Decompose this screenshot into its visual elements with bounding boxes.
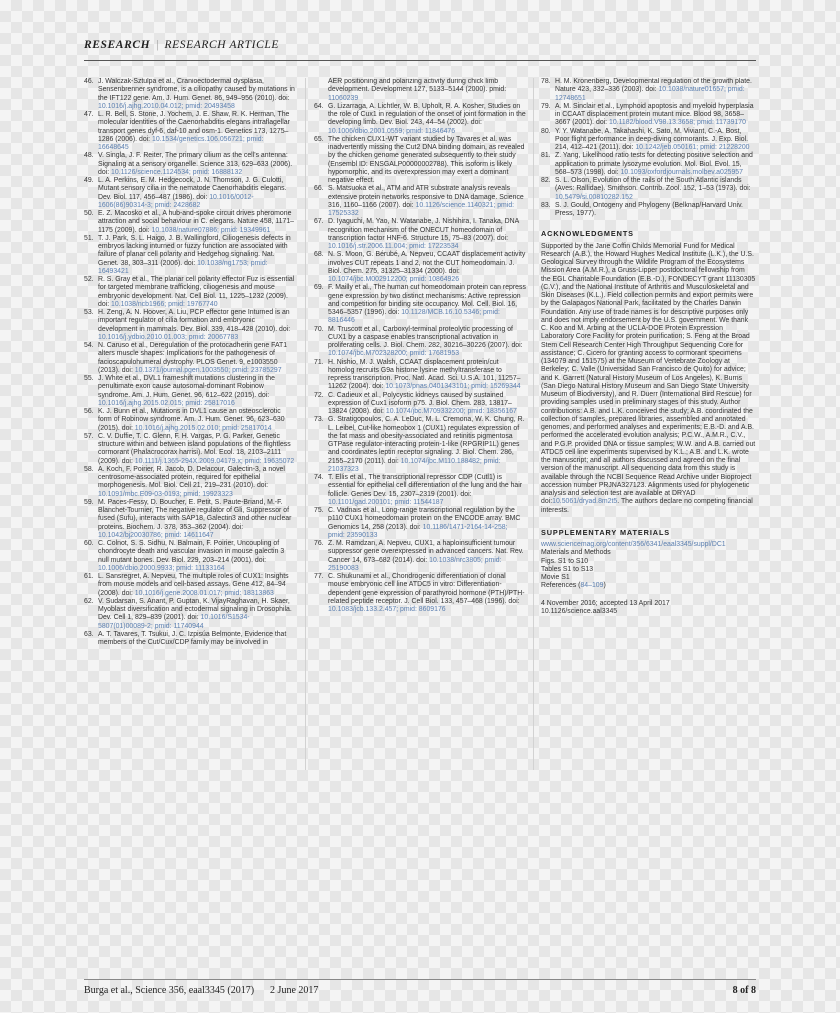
reference-number: 53. xyxy=(84,309,94,316)
reference-entry xyxy=(541,103,756,128)
reference-text: A. M. Sinclair et al., Lymphoid apoptosis and myeloid hyperplasia in CCAAT displacement protein mutant mice. Blood 98, 3658–3667 (2001). doi: xyxy=(555,102,754,127)
reference-doi-link[interactable]: 10.1371/journal.pgen.1003550; pmid: 23785297 xyxy=(134,366,282,374)
reference-number: 83. xyxy=(541,201,551,209)
reference-text: F. Mailly et al., The human cut homeodomain protein can repress gene expression by two distinct mechanisms: Active repression and competition for binding site occupancy. Mol. Cell. Biol. 16, 5346–5357 (1996). doi: xyxy=(328,284,526,316)
reference-entry xyxy=(314,392,526,417)
reference-entry xyxy=(314,540,526,573)
reference-doi-link[interactable]: 10.1091/mbc.E09-03-0193; pmid: 19923323 xyxy=(98,490,233,498)
reference-text: L. Sansregret, A. Nepveu, The multiple roles of CUX1: Insights from mouse models and cell-based assays. Gene 412, 84–94 (2008). doi: xyxy=(98,573,289,597)
reference-text: Y. Y. Watanabe, A. Takahashi, K. Sato, M. Viviant, C.-A. Bost, Poor flight performance in deep-diving cormorants. J. Exp. Biol. 214, 412–421 (2011). doi: xyxy=(555,127,749,151)
reference-text: N. Caruso et al., Deregulation of the protocadherin gene FAT1 alters muscle shapes: Implications for the pathogenesis of facioscapulohumeral dystrophy. PLOS Genet. 9, e1003550 (2013). doi: xyxy=(98,342,288,374)
reference-text: K. J. Bunn et al., Mutations in DVL1 cause an osteosclerotic form of Robinow syndrome. Am. J. Hum. Genet. 96, 623–630 (2015). doi: xyxy=(98,408,285,432)
reference-number: 67. xyxy=(314,218,324,226)
header-journal: RESEARCH xyxy=(84,39,151,51)
column-divider xyxy=(533,78,534,770)
reference-doi-link[interactable]: 10.1006/dbio.2000.9933; pmid: 11133164 xyxy=(98,564,225,572)
reference-text: G. Stratigopoulos, C. A. LeDuc, M. L. Cremona, W. K. Chung, R. L. Leibel, Cut-like homeobox 1 (CUX1) regulates expression of the fat mass and obesity-associated and retinitis pigmentosa GTPase regulator-interacting protein-1-like (RPGRIP1L) genes and coordinates leptin receptor signaling. J. Biol. Chem. 286, 2155–2170 (2011). doi: xyxy=(328,416,525,465)
reference-doi-link[interactable]: 10.1016/0012-1606(86)90314-3; pmid: 2428682 xyxy=(98,193,254,209)
reference-number: 62. xyxy=(84,597,94,605)
reference-number: 73. xyxy=(314,416,324,424)
reference-entry xyxy=(541,202,756,219)
reference-entry xyxy=(314,573,526,614)
reference-number: 80. xyxy=(541,127,551,135)
reference-number: 64. xyxy=(314,102,324,110)
reference-entry xyxy=(84,433,296,466)
reference-entry xyxy=(84,111,296,152)
supplementary-references xyxy=(541,582,756,590)
reference-text: C. Shukunami et al., Chondrogenic differentiation of clonal mouse embryonic cell line ATDC5 in vitro: Differentiation-dependent gene expression of parathyroid hormone (PTH)/PTH-related peptide receptor. J. Cell Biol. 133, 457–468 (1996). doi: xyxy=(328,573,525,605)
reference-entry xyxy=(84,375,296,408)
reference-number: 60. xyxy=(84,540,94,547)
reference-text: C. Vadnais et al., Long-range transcriptional regulation by the p110 CUX1 homeodomain protein on the ENCODE array. BMC Genomics 14, 258 (2013). doi: xyxy=(328,507,521,531)
reference-entry xyxy=(84,408,296,433)
header-rule xyxy=(84,60,756,61)
reference-entry xyxy=(84,540,296,573)
reference-number: 76. xyxy=(314,540,324,547)
acknowledgments-tail: . The authors declare no competing financial interests. xyxy=(541,498,753,514)
reference-entry xyxy=(84,631,296,648)
reference-text: S. Matsuoka et al., ATM and ATR substrate analysis reveals extensive protein networks responsive to DNA damage. Science 316, 1160–1166 (2007). doi: xyxy=(328,185,524,209)
acknowledgments-text xyxy=(541,243,756,515)
reference-doi-link[interactable]: 10.1016/j.str.2006.11.004; pmid: 17223534 xyxy=(328,243,459,250)
reference-entry xyxy=(314,136,526,186)
reference-text: H. M. Kronenberg, Developmental regulation of the growth plate. Nature 423, 332–336 (2003). doi: xyxy=(555,78,752,94)
reference-number: 65. xyxy=(314,135,324,143)
reference-number: 75. xyxy=(314,507,324,514)
reference-number: 77. xyxy=(314,573,324,580)
reference-entry xyxy=(314,507,526,540)
reference-text: G. Lizarraga, A. Lichtler, W. B. Upholt, R. A. Kosher, Studies on the role of Cux1 in regulation of the onset of joint formation in the developing limb. Dev. Biol. 243, 44–54 (2002). doi: xyxy=(328,102,526,127)
reference-column-1 xyxy=(84,78,296,770)
page-number: 8 of 8 xyxy=(732,985,756,996)
supplementary-url-link[interactable]: www.sciencemag.org/content/356/6341/eaal3345/suppl/DC1 xyxy=(541,541,726,548)
reference-doi-link[interactable]: 11060239 xyxy=(328,94,359,102)
reference-number: 50. xyxy=(84,210,94,217)
reference-entry xyxy=(84,276,296,309)
reference-text: J. Walczak-Sztulpa et al., Cranioectodermal dysplasia, Sensenbrenner syndrome, is a ciliopathy caused by mutations in the IFT122 gene. Am. J. Hum. Genet. 86, 949–956 (2010). doi: xyxy=(98,78,295,102)
reference-doi-link[interactable]: 10.1006/dbio.2001.0559; pmid: 11846476 xyxy=(328,127,456,135)
reference-doi-link[interactable]: 10.1016/j.ajhg.2015.02.015; pmid: 25817016 xyxy=(98,399,235,407)
supp-refs-link[interactable]: 84–109 xyxy=(580,582,604,590)
reference-doi-link[interactable]: 10.1093/oxfordjournals.molbev.a025957 xyxy=(620,168,743,176)
reference-entry xyxy=(314,185,526,218)
supplementary-item: Tables S1 to S13 xyxy=(541,565,594,573)
reference-number: 63. xyxy=(84,630,94,638)
reference-doi-link[interactable]: 10.1016/j.gene.2008.01.017; pmid: 18313863 xyxy=(134,589,274,597)
reference-column-2 xyxy=(314,78,526,770)
reference-entry xyxy=(541,78,756,103)
reference-text: T. Ellis et al., The transcriptional repressor CDP (Cutl1) is essential for epithelial cell differentiation of the lung and the hair follicle. Genes Dev. 15, 2307–2319 (2001). doi: xyxy=(328,474,523,498)
reference-number: 59. xyxy=(84,498,94,506)
reference-doi-link[interactable]: 10.1038/nrc3805; pmid: 25190083 xyxy=(328,556,502,572)
reference-number: 54. xyxy=(84,342,94,349)
reference-entry xyxy=(84,309,296,342)
reference-entry xyxy=(541,152,756,177)
reference-text: C. Cadieux et al., Polycystic kidneys caused by sustained expression of Cux1 isoform p75. J. Biol. Chem. 283, 13817–13824 (2008). doi: xyxy=(328,391,512,415)
footer-date: 2 June 2017 xyxy=(270,985,319,996)
reference-doi-link[interactable]: 10.1111/j.1365-294X.2009.04179.x; pmid: 19635072 xyxy=(134,457,295,465)
reference-number: 74. xyxy=(314,474,324,481)
reference-doi-link[interactable]: 10.1042/bj20030786; pmid: 14611647 xyxy=(98,531,214,539)
reference-number: 52. xyxy=(84,276,94,283)
supplementary-item: Movie S1 xyxy=(541,574,570,581)
reference-doi-link[interactable]: 10.1182/blood.V98.13.3658; pmid: 11739170 xyxy=(609,119,746,127)
reference-doi-link[interactable]: 10.1074/jbc.M110.188482; pmid: 21037323 xyxy=(328,457,501,473)
reference-number: 82. xyxy=(541,177,551,184)
reference-number: 49. xyxy=(84,177,94,184)
reference-doi-link[interactable]: 10.1016/j.ajhg.2010.04.012; pmid: 20493458 xyxy=(98,102,235,110)
header-separator: | xyxy=(156,39,159,51)
footer-citation: Burga et al., Science 356, eaal3345 (2017) xyxy=(84,985,255,996)
reference-entry xyxy=(84,598,296,631)
reference-text: V. Singla, J. F. Reiter, The primary cilium as the cell's antenna: Signaling at a sensory organelle. Science 313, 629–633 (2006). doi: xyxy=(98,152,293,176)
reference-entry xyxy=(541,128,756,153)
reference-text: T. J. Park, S. L. Haigo, J. B. Wallingford, Ciliogenesis defects in embryos lacking inturned or fuzzy function are associated with failure of planar cell polarity and Hedgehog signaling. Nat. Genet. 38, 303–311 (2006). doi: xyxy=(98,234,291,267)
reference-text: AER positioning and polarizing activity during chick limb development. Development 127, 5133–5144 (2000). pmid: xyxy=(328,78,507,94)
supp-refs-prefix: References ( xyxy=(541,582,581,590)
reference-number: 51. xyxy=(84,234,94,242)
reference-text: M. Truscott et al., Carboxyl-terminal proteolytic processing of CUX1 by a caspase enables transcriptional activation in proliferating cells. J. Biol. Chem. 282, 30216–30226 (2007). doi: xyxy=(328,325,523,349)
reference-doi-link[interactable]: 10.1038/nature07886; pmid: 19349961 xyxy=(151,226,271,234)
footer-rule xyxy=(84,979,756,980)
received-accepted-dates: 4 November 2016; accepted 13 April 2017 xyxy=(541,599,670,607)
reference-entry xyxy=(314,284,526,325)
reference-entry xyxy=(84,499,296,540)
reference-text: S. J. Gould, Ontogeny and Phylogeny (Belknap/Harvard Univ. Press, 1977). xyxy=(555,201,743,217)
reference-number: 58. xyxy=(84,465,94,473)
reference-number: 78. xyxy=(541,78,551,85)
running-header xyxy=(84,39,756,51)
reference-number: 47. xyxy=(84,111,94,118)
reference-text: V. Sudarsan, S. Anant, P. Guptan, K. VijayRaghavan, H. Skaer, Myoblast diversification and ectodermal signaling in Drosophila. Dev. Cell 1, 829–839 (2001). doi: xyxy=(98,597,292,622)
reference-text: D. Iyaguchi, M. Yao, N. Watanabe, J. Nishihira, I. Tanaka, DNA recognition mechanism of the ONECUT homeodomain of transcription factor HNF-6. Structure 15, 75–83 (2007). doi: xyxy=(328,218,519,242)
reference-text: R. S. Gray et al., The planar cell polarity effector Fuz is essential for targeted membrane trafficking, ciliogenesis and mouse embryonic development. Nat. Cell Biol. 11, 1225–1232 (2009). doi: xyxy=(98,276,295,308)
reference-entry xyxy=(314,416,526,474)
reference-number: 69. xyxy=(314,284,324,292)
reference-doi-link[interactable]: 10.1083/jcb.133.2.457; pmid: 8609176 xyxy=(328,606,446,613)
reference-entry xyxy=(314,251,526,284)
reference-text: J. White et al., DVL1 frameshift mutations clustering in the penultimate exon cause autosomal-dominant Robinow syndrome. Am. J. Hum. Genet. 96, 612–622 (2015). doi: xyxy=(98,375,275,399)
reference-entry xyxy=(314,359,526,392)
reference-text: Z. M. Ramdzan, A. Nepveu, CUX1, a haploinsufficient tumour suppressor gene overexpressed in advanced cancers. Nat. Rev. Cancer 14, 673–682 (2014). doi: xyxy=(328,540,524,564)
acknowledgments-body: Supported by the Jane Coffin Childs Memorial Fund for Medical Research (A.B.), the Howard Hughes Medical Institute (L.K.), the U.S. Geological Survey through the Wildlife Program of the Ecosystems Mission Area (A.M.R.), a Gruss-Lipper postdoctoral fellowship from the EGL Charitable Foundation (E.B.-D.), FONDECYT grant 11130305 (C.V.), and the National Institute of Arthritis and Musculoskeletal and Skin Diseases (K.L.). Field collection permits and export permits were by the Galapagos National Park, facilitated by the Charles Darwin Foundation. Any use of trade names is for descriptive purposes only and does not imply endorsement by the U.S. government. We thank C. Koo and M. Arbing at the UCLA-DOE Protein Expression Laboratory Core Facility for protein purification; S. Feng at the Broad Stem Cell Research Center High Throughput Sequencing Core for assistance; C. Cicero for granting access to cormorant specimens (134079 and 151575) at the Museum of Vertebrate Zoology at Berkeley; C. Valle (Universidad San Francisco de Quito) for advice; and K. Garrett (Natural History Museum of Los Angeles), K. Burns (San Diego Natural History Museum and San Diego State University Museum of Biodiversity), and R. Duerr (International Bird Rescue) for providing samples used in preliminary stages of this study. Author contributions: A.B. and L.K. conceived the study; A.B. coordinated the collection of samples, prepared libraries, assembled and annotated genomes, and performed analyses and experiments; E.B.-D. and A.B. performed the accelerated evolution analysis; P.C.W., A.M.R., C.V., and P.G.P. provided DNA or tissue samples; W.W. and A.B. carried out ATDC5 cell line experiments supervised by K.L.; A.B. and L.K. wrote the manuscript; and all authors discussed and agreed on the final version of the manuscript. All sequencing data from this study is available through the NCBI Sequence Read Archive under Bioproject accession number PRJNA327123. Alignments used for phylogenetic analysis and selection test are available at DRYAD doi: xyxy=(541,242,756,506)
reference-doi-link[interactable]: 10.1128/MCB.16.10.5346; pmid: 8816446 xyxy=(328,309,500,325)
reference-text: H. Nishio, M. J. Walsh, CCAAT displacement protein/cut homolog recruits G9a histone lysine methyltransferase to repress transcription. Proc. Natl. Acad. Sci. U.S.A. 101, 11257–11262 (2004). doi: xyxy=(328,358,521,391)
reference-number: 48. xyxy=(84,152,94,160)
reference-entry xyxy=(314,218,526,251)
reference-entry xyxy=(84,342,296,375)
acknowledgments-heading: ACKNOWLEDGMENTS xyxy=(541,229,634,239)
reference-text: H. Zeng, A. N. Hoover, A. Liu, PCP effector gene Inturned is an important regulator of cilia formation and embryonic development in mammals. Dev. Biol. 339, 418–428 (2010). doi: xyxy=(98,309,291,333)
reference-number: 55. xyxy=(84,375,94,382)
reference-doi-link[interactable]: 10.1074/jbc.M702328200; pmid: 17681953 xyxy=(328,350,460,358)
reference-text: L. R. Bell, S. Stone, J. Yochem, J. E. Shaw, R. K. Herman, The molecular identities of the Caenorhabditis elegans intraflagellar transport genes dyf-6, daf-10 and osm-1. Genetics 173, 1275–1286 (2006). doi: xyxy=(98,111,290,143)
reference-entry xyxy=(314,103,526,136)
reference-text: E. Z. Macosko et al., A hub-and-spoke circuit drives pheromone attraction and social behaviour in C. elegans. Nature 458, 1171–1175 (2009). doi: xyxy=(98,210,294,234)
article-doi: 10.1126/science.aal3345 xyxy=(541,607,618,615)
reference-number: 72. xyxy=(314,391,324,399)
reference-entry xyxy=(314,78,526,103)
reference-entry xyxy=(84,573,296,598)
reference-number: 71. xyxy=(314,358,324,366)
dryad-doi-link[interactable]: 10.5061/dryad.8m2t5 xyxy=(552,498,618,506)
reference-text: A. Koch, F. Poirier, R. Jacob, D. Delacour, Galectin-3, a novel centrosome-associated protein, required for epithelial morphogenesis. Mol. Biol. Cell 21, 219–231 (2010). doi: xyxy=(98,465,285,490)
reference-number: 70. xyxy=(314,325,324,333)
reference-number: 68. xyxy=(314,251,324,259)
header-section: RESEARCH ARTICLE xyxy=(164,39,279,51)
reference-doi-link[interactable]: 10.1074/jbc.M709332200; pmid: 18356167 xyxy=(385,408,517,415)
reference-doi-link[interactable]: 10.1242/jeb.050161; pmid: 21228200 xyxy=(635,144,750,151)
reference-entry xyxy=(84,210,296,235)
reference-column-3 xyxy=(541,78,756,770)
reference-text: L. A. Perkins, E. M. Hedgecock, J. N. Thomson, J. G. Culotti, Mutant sensory cilia in the nematode Caenorhabditis elegans. Dev. Biol. 117, 456–487 (1986). doi: xyxy=(98,177,287,201)
reference-text: C. Colnot, S. S. Sidhu, N. Balmain, F. Poirier, Uncoupling of chondrocyte death and vascular invasion in mouse galectin 3 null mutant bones. Dev. Biol. 229, 203–214 (2001). doi: xyxy=(98,540,285,564)
reference-doi-link[interactable]: 10.1126/science.1140321; pmid: 17525332 xyxy=(328,201,515,217)
reference-doi-link[interactable]: 10.1073/pnas.0401343101; pmid: 15269344 xyxy=(385,383,521,391)
reference-number: 56. xyxy=(84,408,94,415)
reference-text: S. L. Olson, Evolution of the rails of the South Atlantic islands (Aves: Rallidae). Smithson. Contrib. Zool. 152, 1–53 (1973). doi: xyxy=(555,177,751,193)
reference-doi-link[interactable]: 10.1016/j.ydbio.2010.01.003; pmid: 20067783 xyxy=(98,333,239,341)
reference-text: N. S. Moon, G. Bérubé, A. Nepveu, CCAAT displacement activity involves CUT repeats 1 and 2, not the CUT homeodomain. J. Biol. Chem. 275, 31325–31334 (2000). doi: xyxy=(328,251,526,275)
reference-doi-link[interactable]: 10.1038/nature01657; pmid: 12748651 xyxy=(555,86,745,102)
reference-number: 79. xyxy=(541,102,551,110)
column-divider xyxy=(305,78,306,770)
reference-entry xyxy=(84,466,296,499)
reference-text: The chicken CUX1-WT variant studied by Tavares et al. was inadvertently missing the Cut2 DNA binding domain, as revealed by the chicken genome generated subsequently to their study (Ensembl ID: ENSGALP00000002788). This isoform is likely hypomorphic, and its overexpression may exert a dominant negative effect. xyxy=(328,135,525,184)
reference-doi-link[interactable]: 10.1101/gad.200101; pmid: 11544187 xyxy=(328,498,444,506)
reference-number: 61. xyxy=(84,573,94,580)
running-footer xyxy=(84,985,756,996)
reference-text: A. T. Tavares, T. Tsukui, J. C. Izpisúa Belmonte, Evidence that members of the Cut/Cux/CDP family may be involved in xyxy=(98,630,287,646)
reference-entry xyxy=(541,177,756,202)
reference-doi-link[interactable]: 10.1186/1471-2164-14-258; pmid: 23590133 xyxy=(328,523,508,539)
reference-number: 81. xyxy=(541,152,551,160)
reference-doi-link[interactable]: 10.1016/j.ajhg.2015.02.010; pmid: 25817014 xyxy=(134,424,272,432)
reference-text: Z. Yang, Likelihood ratio tests for detecting positive selection and application to primate lysozyme evolution. Mol. Biol. Evol. 15, 568–573 (1998). doi: xyxy=(555,152,753,176)
reference-entry xyxy=(84,235,296,276)
reference-entry xyxy=(84,78,296,111)
supplementary-item: Materials and Methods xyxy=(541,549,611,557)
reference-text: M. Paces-Fessy, D. Boucher, E. Petit, S. Paute-Briand, M.-F. Blanchet-Tournier, The negative regulator of Gli, Suppressor of fused (Sufu), interacts with SAP18, Galectin3 and other nuclear proteins. Biochem. J. 378, 353–362 (2004). doi: xyxy=(98,498,292,531)
reference-number: 57. xyxy=(84,432,94,440)
reference-doi-link[interactable]: 10.5479/si.00810282.152 xyxy=(555,193,633,201)
supplementary-item: Figs. S1 to S10 xyxy=(541,557,589,565)
reference-doi-link[interactable]: 10.1038/ng1753; pmid: 16493421 xyxy=(98,259,268,275)
reference-doi-link[interactable]: 10.1016/S1534-5807(01)00089-2; pmid: 11740944 xyxy=(98,614,250,630)
reference-list-3 xyxy=(541,78,756,218)
reference-doi-link[interactable]: 10.1534/genetics.106.056721; pmid: 16648645 xyxy=(98,135,264,151)
supplementary-heading: SUPPLEMENTARY MATERIALS xyxy=(541,527,671,537)
reference-doi-link[interactable]: 10.1074/jbc.M002912200; pmid: 10864926 xyxy=(328,276,460,283)
reference-entry xyxy=(84,177,296,210)
reference-entry xyxy=(314,326,526,359)
reference-entry xyxy=(314,474,526,507)
reference-number: 46. xyxy=(84,78,94,85)
reference-entry xyxy=(84,152,296,177)
reference-doi-link[interactable]: 10.1126/science.1124534; pmid: 16888132 xyxy=(111,168,243,176)
reference-text: C. V. Duffie, T. C. Glenn, F. H. Vargas, P. G. Parker, Genetic structure within and between island populations of the flightless cormorant (Phalacrocorax harrisi). Mol. Ecol. 18, 2103–2111 (2009). doi: xyxy=(98,432,291,465)
supp-refs-suffix: ) xyxy=(603,582,606,590)
reference-number: 66. xyxy=(314,185,324,193)
reference-doi-link[interactable]: 10.1038/ncb1966; pmid: 19767740 xyxy=(111,300,218,308)
